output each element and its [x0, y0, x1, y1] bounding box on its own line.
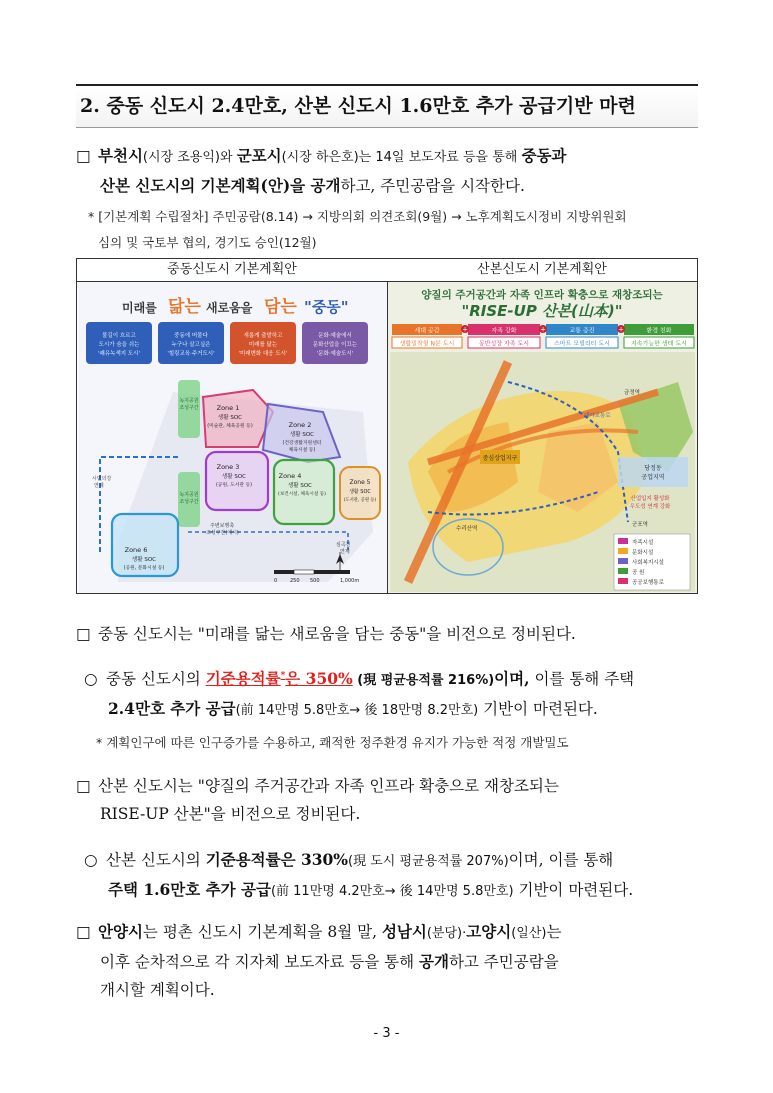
svg-text:생활 SOC: 생활 SOC — [289, 432, 315, 438]
svg-text:산업입지 활성화: 산업입지 활성화 — [630, 496, 670, 502]
svg-text:Zone 3: Zone 3 — [216, 463, 240, 471]
bullet: ○ — [84, 851, 98, 869]
svg-text:심곡천: 심곡천 — [336, 542, 351, 548]
zone-4 — [274, 460, 334, 524]
svg-text:(도서관, 공원 등): (도서관, 공원 등) — [343, 498, 377, 503]
svg-text:세대 공감: 세대 공감 — [414, 327, 440, 335]
theme-1 — [392, 324, 462, 348]
text-p3i: 기반이 마련된다. — [478, 700, 598, 719]
zone-3 — [206, 452, 268, 510]
svg-text:문화·예술에서: 문화·예술에서 — [318, 333, 352, 339]
text-sanbon-far: 기준용적률은 330% — [205, 850, 349, 869]
svg-text:도시가 숨을 쉬는: 도시가 숨을 쉬는 — [98, 342, 140, 348]
svg-text:(공원, 문화시설 등): (공원, 문화시설 등) — [123, 566, 165, 571]
svg-text:조성구간: 조성구간 — [179, 499, 199, 505]
paragraph-3 — [84, 662, 706, 725]
svg-text:시민의강: 시민의강 — [92, 476, 112, 482]
note-density: * 계획인구에 따른 인구증가를 수용하고, 쾌적한 정주환경 유지가 가능한 적정 개발밀도 — [96, 735, 569, 750]
text-p6d: (분당)· — [426, 926, 467, 941]
text-avg-far: (現 평균용적률 216%) — [352, 673, 495, 689]
paragraph-2 — [76, 620, 706, 648]
svg-text:수리산역: 수리산역 — [456, 526, 478, 532]
svg-text:조성구간(예시): 조성구간(예시) — [206, 530, 239, 536]
text-jungdong: 중동과 — [521, 146, 567, 165]
svg-text:+: + — [540, 325, 546, 334]
svg-text:1,000m: 1,000m — [340, 578, 360, 584]
svg-text:생활 SOC: 생활 SOC — [221, 474, 247, 480]
svg-text:미래를 닮는: 미래를 닮는 — [248, 342, 278, 348]
svg-text:공 원: 공 원 — [632, 570, 645, 576]
text-start: 하고, 주민공람을 시작한다. — [340, 177, 525, 195]
paragraph-6 — [76, 918, 706, 1004]
text-p6j: 하고 주민공람을 — [448, 953, 559, 971]
bullet: □ — [76, 923, 91, 941]
text-p4c: 을 비전으로 정비된다. — [210, 805, 361, 823]
text-p3e: 이며, — [494, 669, 530, 689]
svg-text:조성구간: 조성구간 — [179, 405, 199, 411]
svg-text:Zone 4: Zone 4 — [278, 472, 302, 480]
svg-text:Zone 6: Zone 6 — [124, 546, 148, 554]
svg-text:물길이 흐르고: 물길이 흐르고 — [102, 333, 136, 339]
bullet: □ — [76, 147, 91, 165]
svg-text:사회복지시설: 사회복지시설 — [632, 560, 664, 566]
svg-text:대야교통로: 대야교통로 — [584, 413, 611, 419]
text-seongnam: 성남시 — [381, 922, 427, 941]
text-p5g: 기반이 마련된다. — [513, 881, 634, 899]
sanbon-map — [388, 282, 697, 593]
svg-text:지속가능한 생태 도시: 지속가능한 생태 도시 — [631, 340, 687, 348]
paragraph-5 — [84, 846, 706, 906]
svg-text:생활밀착형 N분 도시: 생활밀착형 N분 도시 — [399, 340, 455, 348]
text-sanbon-detail: (前 11만명 4.2만호→ 後 14만명 5.8만호) — [270, 884, 514, 899]
svg-text:Zone 5: Zone 5 — [349, 479, 371, 486]
svg-text:동반성장 자족 도시: 동반성장 자족 도시 — [478, 340, 530, 348]
svg-text:문화산업을 이끄는: 문화산업을 이끄는 — [312, 342, 358, 348]
note-line2: 심의 및 국토부 협의, 경기도 승인(12월) — [98, 235, 317, 250]
text-supply: 2.4만호 추가 공급 — [108, 699, 236, 719]
text-p6k: 개시할 계획이다. — [100, 981, 215, 999]
text-far-label: 기준용적률 — [205, 669, 281, 689]
headline-d: 담는 — [264, 297, 297, 317]
text-sanbon-supply: 주택 1.6만호 추가 공급 — [108, 880, 271, 899]
svg-text:공공보행통로: 공공보행통로 — [632, 580, 664, 586]
svg-text:'문화·예술도시': '문화·예술도시' — [316, 351, 354, 357]
paragraph-4 — [76, 772, 706, 828]
caption-jungdong: 중동신도시 기본계획안 — [77, 259, 388, 282]
text-goyang: 고양시 — [466, 922, 512, 941]
svg-text:Zone 2: Zone 2 — [288, 421, 312, 429]
svg-text:새롭게 출발하고: 새롭게 출발하고 — [243, 333, 283, 339]
jungdong-map — [78, 282, 388, 593]
svg-text:250: 250 — [290, 578, 300, 584]
sanbon-legend — [614, 534, 690, 590]
zone-6 — [112, 514, 178, 576]
text-far-star: * — [280, 671, 286, 681]
text-sanbon-avg: (現 도시 평균용적률 207%) — [348, 854, 509, 869]
page-number: - 3 - — [373, 1026, 400, 1041]
vision-card-3 — [230, 322, 296, 364]
svg-text:당정동: 당정동 — [644, 465, 662, 472]
svg-text:(미술관, 체육공원 등): (미술관, 체육공원 등) — [207, 424, 253, 429]
vision-card-2 — [158, 322, 224, 364]
vision-card-4 — [302, 322, 368, 364]
bullet: ○ — [84, 670, 98, 689]
svg-text:녹지공원: 녹지공원 — [179, 398, 199, 404]
svg-text:(공원, 도서관 등): (공원, 도서관 등) — [215, 483, 253, 488]
svg-text:'힐링교육·주거도시': '힐링교육·주거도시' — [167, 351, 215, 357]
headline-c: 새로움을 — [206, 301, 253, 315]
svg-text:누구나 살고싶은: 누구나 살고싶은 — [171, 342, 211, 348]
svg-text:생활 SOC: 생활 SOC — [287, 483, 313, 489]
svg-text:생활 SOC: 생활 SOC — [349, 489, 371, 495]
caption-sanbon: 산본신도시 기본계획안 — [387, 259, 697, 282]
note-line1: * [기본계획 수립절차] 주민공람(8.14) → 지방의회 의견조회(9월) → 노후계획도시정비 지방위원회 — [88, 209, 627, 224]
svg-text:자족시설: 자족시설 — [632, 540, 654, 546]
label-center: 중심상업지구 — [482, 455, 518, 462]
text-far-value: 은 350% — [285, 669, 353, 689]
svg-text:금정역: 금정역 — [624, 390, 640, 396]
section-title: 2. 중동 신도시 2.4만호, 산본 신도시 1.6만호 추가 공급기반 마련 — [76, 84, 698, 128]
svg-text:스마트 모빌리티 도시: 스마트 모빌리티 도시 — [554, 340, 610, 348]
bullet: □ — [76, 625, 91, 643]
svg-text:공업지역: 공업지역 — [641, 474, 665, 481]
text-p5a: 산본 신도시의 — [106, 851, 206, 869]
text-plan-public: 산본 신도시의 기본계획(안)을 공개 — [100, 176, 341, 195]
svg-text:주변보행축: 주변보행축 — [210, 523, 235, 529]
headline-b: 닮는 — [168, 297, 201, 317]
text-supply-detail: (前 14만명 5.8만호→ 後 18만명 8.2만호) — [235, 703, 479, 719]
svg-text:'미래변화 대응 도시': '미래변화 대응 도시' — [238, 351, 288, 357]
svg-text:0: 0 — [274, 578, 278, 584]
svg-text:체육시설 등): 체육시설 등) — [288, 448, 316, 453]
svg-text:중동에 머물다: 중동에 머물다 — [174, 333, 208, 339]
svg-text:(건강생활지원센터: (건강생활지원센터 — [282, 441, 322, 446]
svg-text:Zone 1: Zone 1 — [216, 404, 240, 412]
paragraph-1 — [76, 142, 706, 200]
text-p4b: RISE-UP 산본" — [100, 805, 211, 823]
svg-text:'쾌유녹색지 도시': '쾌유녹색지 도시' — [98, 351, 140, 357]
text-p4a: 산본 신도시는 "양질의 주거공간과 자족 인프라 확충으로 재창조되는 — [98, 777, 559, 795]
sanbon-headline-2: "RISE-UP 산본(山本)" — [461, 302, 623, 320]
sanbon-headline-1: 양질의 주거공간과 자족 인프라 확충으로 재창조되는 — [421, 289, 663, 301]
svg-text:+: + — [618, 325, 624, 334]
svg-text:자족 강화: 자족 강화 — [491, 327, 517, 335]
headline-a: 미래를 — [122, 301, 157, 315]
text-jungdong-vision: 중동 신도시는 "미래를 닮는 새로움을 담는 중동"을 비전으로 정비된다. — [98, 625, 576, 643]
svg-text:문화시설: 문화시설 — [632, 550, 654, 556]
text-p3a: 중동 신도시의 — [106, 670, 206, 689]
svg-text:+: + — [462, 325, 468, 334]
svg-text:환경 친화: 환경 친화 — [646, 327, 672, 335]
theme-4 — [624, 324, 694, 348]
svg-text:생활 SOC: 생활 SOC — [217, 415, 243, 421]
svg-text:생활 SOC: 생활 SOC — [131, 557, 157, 563]
vision-card-1 — [86, 322, 152, 364]
bullet: □ — [76, 777, 91, 795]
plan-figure — [76, 258, 698, 594]
headline-e: "중동" — [304, 298, 349, 316]
svg-text:우도성 연계 강화: 우도성 연계 강화 — [629, 504, 671, 510]
note-procedure — [88, 204, 708, 256]
text-bucheon: 부천시 — [98, 146, 143, 165]
text-mayor2: (시장 하은호)는 14일 보도자료 등을 통해 — [281, 150, 522, 165]
svg-text:500: 500 — [310, 578, 320, 584]
svg-text:연계: 연계 — [94, 483, 104, 489]
zone-5 — [340, 467, 380, 519]
svg-text:군포역: 군포역 — [632, 522, 648, 528]
text-p6f: (일산) — [511, 926, 547, 941]
text-p3f: 이를 통해 주택 — [529, 670, 635, 689]
svg-text:(보건시설, 체육시설 등): (보건시설, 체육시설 등) — [278, 492, 326, 497]
zone-1 — [203, 390, 273, 447]
text-mayor1: (시장 조용익)와 — [142, 150, 237, 165]
text-anyang: 안양시 — [98, 922, 143, 941]
theme-3 — [546, 324, 618, 348]
svg-text:연계: 연계 — [340, 549, 350, 555]
text-p6b: 는 평촌 신도시 기본계획을 8월 말, — [142, 923, 382, 941]
svg-text:녹지공원: 녹지공원 — [179, 492, 199, 498]
text-p6i: 공개 — [418, 952, 449, 971]
text-p5d: 이며, 이를 통해 — [508, 851, 614, 869]
svg-text:교통 증진: 교통 증진 — [569, 327, 595, 335]
text-p6h: 이후 순차적으로 각 지자체 보도자료 등을 통해 — [100, 953, 419, 971]
text-p6g: 는 — [546, 923, 562, 941]
theme-2 — [468, 324, 540, 348]
text-gunpo: 군포시 — [236, 146, 282, 165]
